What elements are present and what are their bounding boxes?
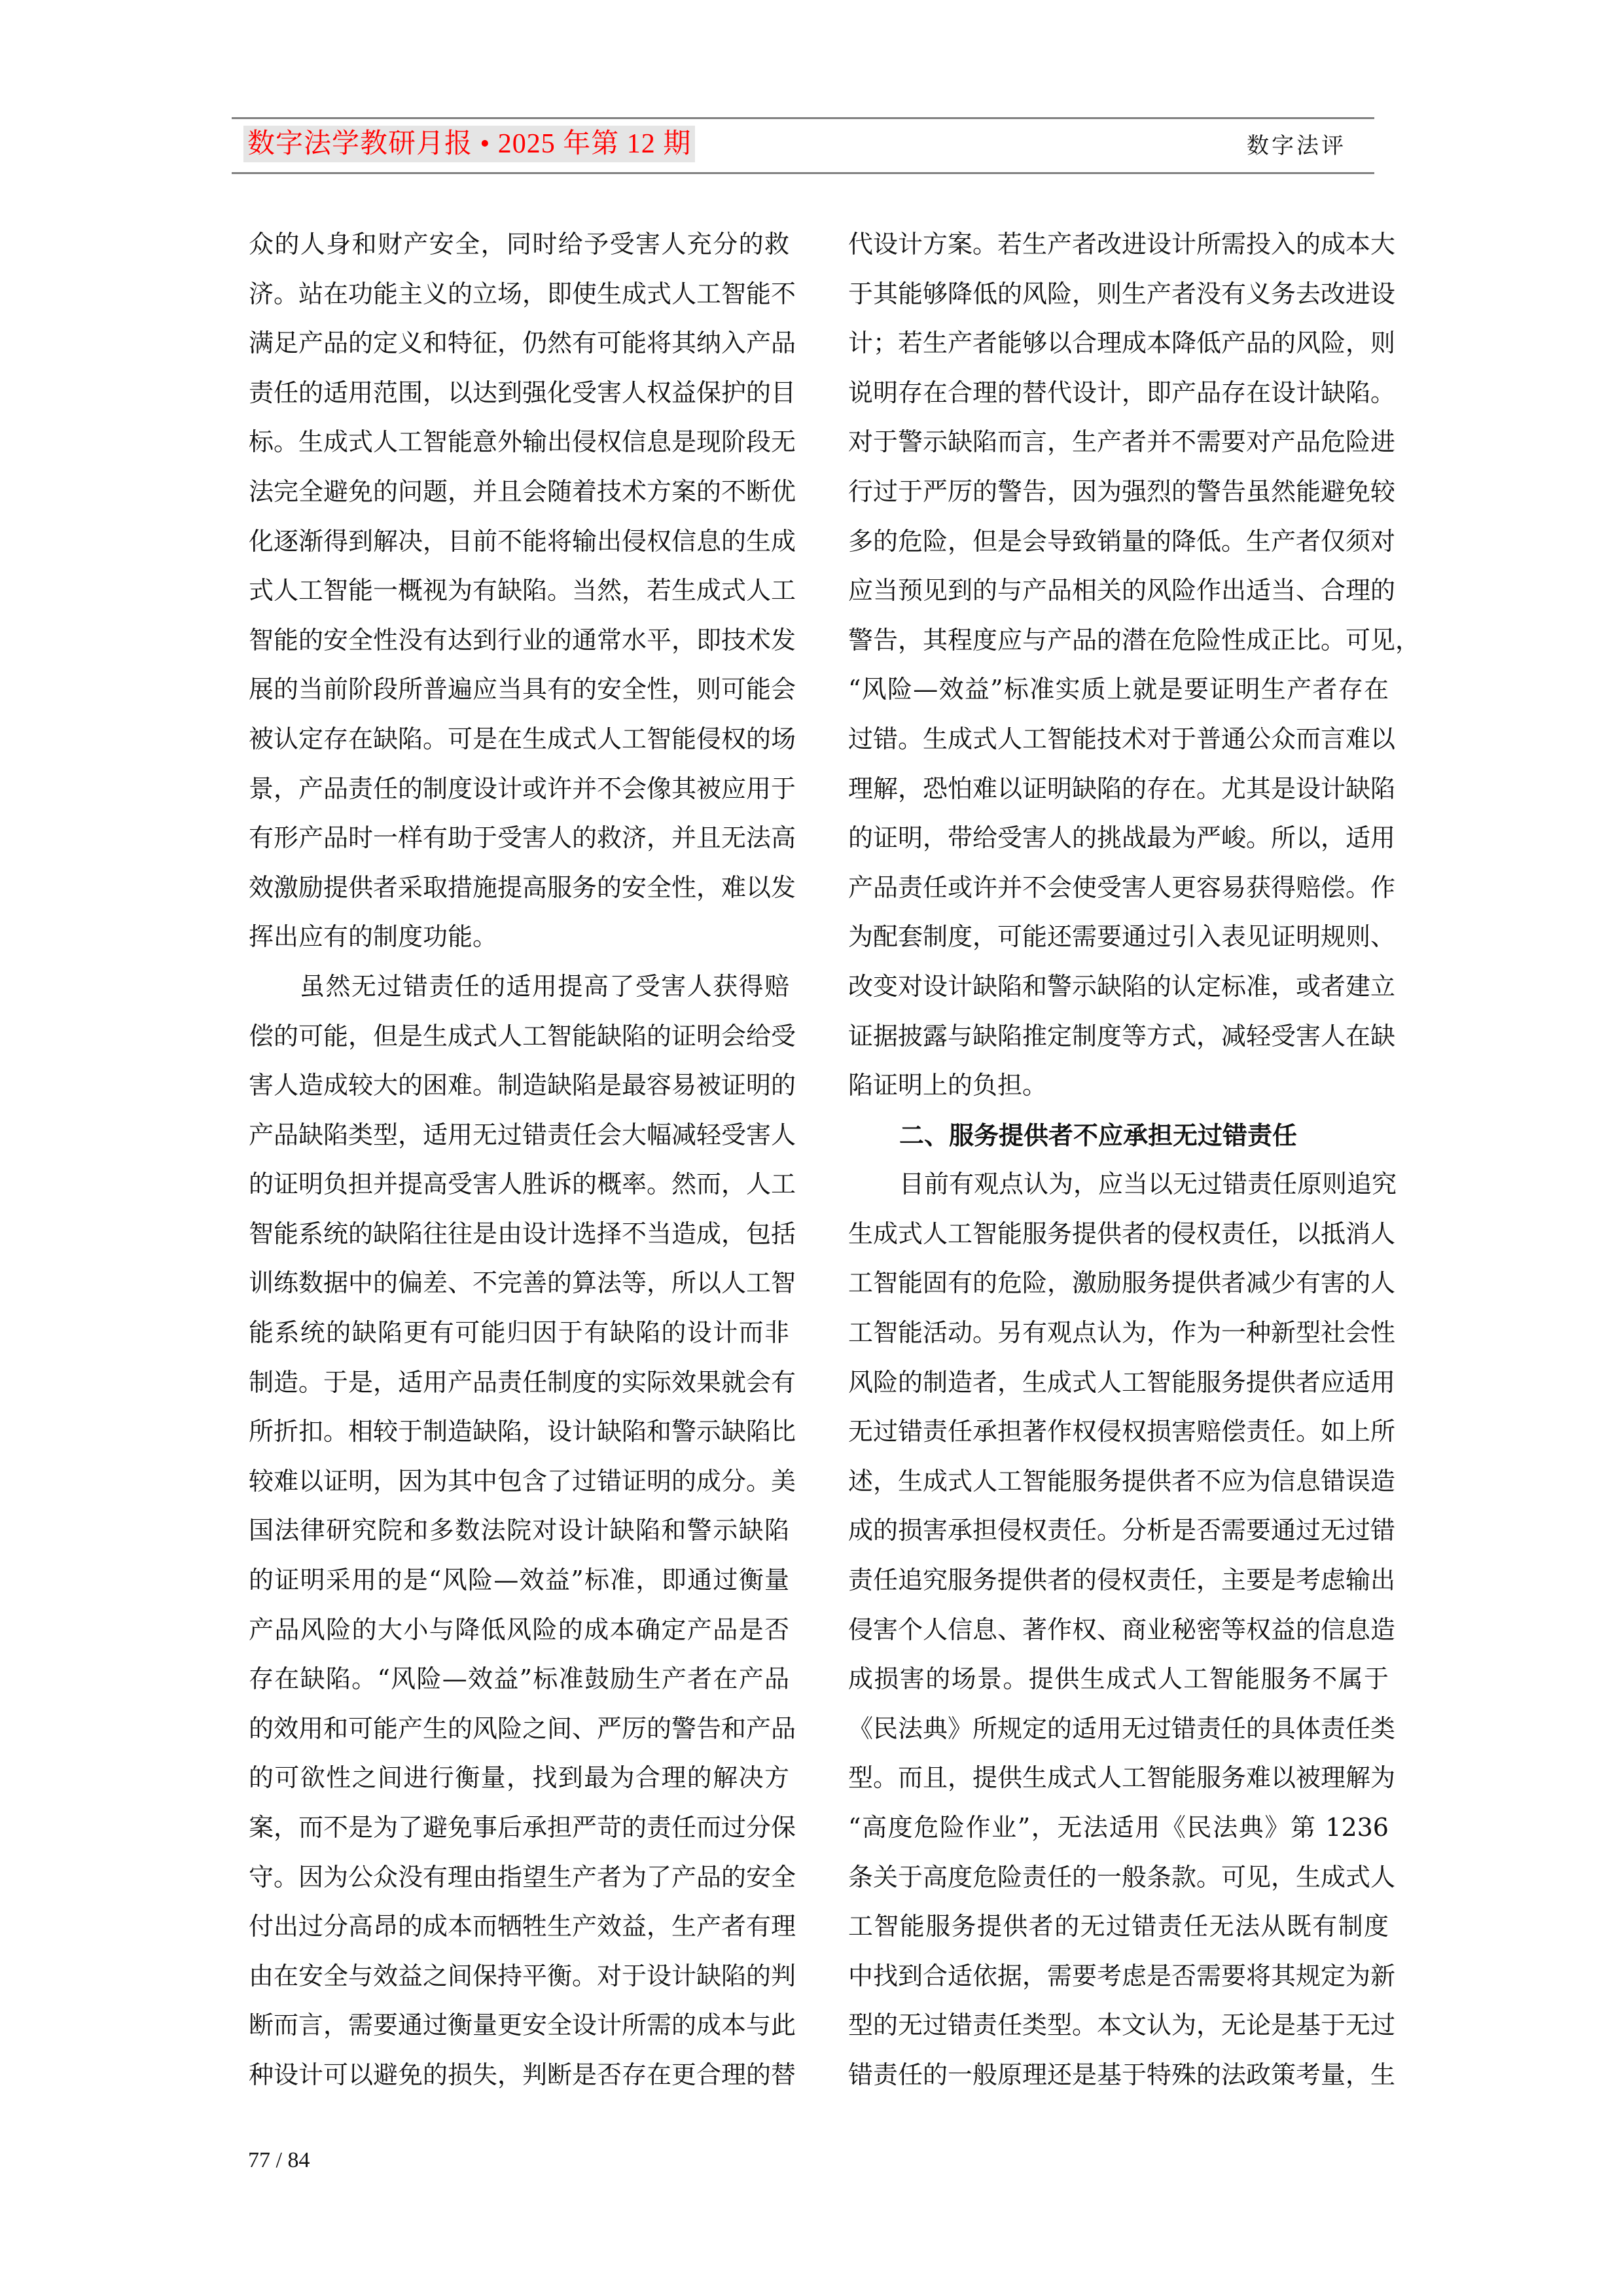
text-line: 风险的制造者，生成式人工智能服务提供者应适用 (848, 1367, 1396, 1397)
text-line: 说明存在合理的替代设计，即产品存在设计缺陷。 (848, 378, 1396, 407)
text-line: 效激励提供者采取措施提高服务的安全性，难以发 (249, 872, 796, 902)
text-line: 多的危险，但是会导致销量的降低。生产者仅须对 (848, 526, 1396, 556)
text-line: 工智能活动。另有观点认为，作为一种新型社会性 (848, 1318, 1396, 1348)
text-line: 化逐渐得到解决，目前不能将输出侵权信息的生成 (249, 526, 796, 556)
text-line: 述，生成式人工智能服务提供者不应为信息错误造 (848, 1466, 1396, 1496)
section-name: 数字法评 (1247, 133, 1346, 159)
section-heading: 二、服务提供者不应承担无过错责任 (899, 1120, 1298, 1150)
text-line: 众的人身和财产安全，同时给予受害人充分的救 (249, 230, 789, 259)
text-line: 国法律研究院和多数法院对设计缺陷和警示缺陷 (249, 1516, 789, 1545)
text-line: 付出过分高昂的成本而牺牲生产效益，生产者有理 (249, 1912, 796, 1941)
text-line: 的证明负担并提高受害人胜诉的概率。然而，人工 (249, 1170, 796, 1199)
text-line: “高度危险作业”，无法适用《民法典》第 1236 (848, 1813, 1389, 1842)
left-column (249, 220, 796, 2100)
header-top-rule (232, 117, 1374, 119)
text-line: 的证明，带给受害人的挑战最为严峻。所以，适用 (848, 823, 1396, 853)
text-line: 于其能够降低的风险，则生产者没有义务去改进设 (848, 279, 1396, 308)
text-line: 生成式人工智能服务提供者的侵权责任，以抵消人 (848, 1219, 1396, 1248)
text-line: 型。而且，提供生成式人工智能服务难以被理解为 (848, 1763, 1396, 1793)
text-line: 能系统的缺陷更有可能归因于有缺陷的设计而非 (249, 1318, 789, 1348)
text-line: 理解，恐怕难以证明缺陷的存在。尤其是设计缺陷 (848, 774, 1396, 803)
text-line: 无过错责任承担著作权侵权损害赔偿责任。如上所 (848, 1417, 1396, 1446)
text-line: 满足产品的定义和特征，仍然有可能将其纳入产品 (249, 329, 796, 358)
text-line: 责任追究服务提供者的侵权责任，主要是考虑输出 (848, 1566, 1396, 1595)
text-line: 种设计可以避免的损失，判断是否存在更合理的替 (249, 2060, 796, 2089)
text-line: “风险—效益”标准实质上就是要证明生产者存在 (848, 675, 1389, 704)
text-line: 有形产品时一样有助于受害人的救济，并且无法高 (249, 823, 796, 853)
text-line: 目前有观点认为，应当以无过错责任原则追究 (899, 1170, 1397, 1199)
text-line: 智能的安全性没有达到行业的通常水平，即技术发 (249, 625, 796, 655)
text-line: 责任的适用范围，以达到强化受害人权益保护的目 (249, 378, 796, 407)
text-line: 由在安全与效益之间保持平衡。对于设计缺陷的判 (249, 1961, 796, 1990)
header-bottom-rule (232, 172, 1374, 174)
text-line: 中找到合适依据，需要考虑是否需要将其规定为新 (848, 1961, 1396, 1990)
text-line: 行过于严厉的警告，因为强烈的警告虽然能避免较 (848, 476, 1396, 506)
text-line: 错责任的一般原理还是基于特殊的法政策考量，生 (848, 2060, 1396, 2089)
text-line: 产品风险的大小与降低风险的成本确定产品是否 (249, 1615, 789, 1644)
text-line: 的可欲性之间进行衡量，找到最为合理的解决方 (249, 1763, 789, 1793)
right-column (848, 220, 1421, 2100)
text-line: 挥出应有的制度功能。 (249, 922, 498, 952)
text-line: 条关于高度危险责任的一般条款。可见，生成式人 (848, 1862, 1396, 1892)
text-line: 智能系统的缺陷往往是由设计选择不当造成，包括 (249, 1219, 796, 1248)
text-line: 所折扣。相较于制造缺陷，设计缺陷和警示缺陷比 (249, 1417, 796, 1446)
text-line: 应当预见到的与产品相关的风险作出适当、合理的 (848, 576, 1396, 605)
text-line: 被认定存在缺陷。可是在生成式人工智能侵权的场 (249, 724, 796, 753)
text-line: 工智能服务提供者的无过错责任无法从既有制度 (848, 1912, 1389, 1941)
text-line: 过错。生成式人工智能技术对于普通公众而言难以 (848, 724, 1396, 753)
text-line: 守。因为公众没有理由指望生产者为了产品的安全 (249, 1862, 796, 1892)
text-line: 虽然无过错责任的适用提高了受害人获得赔 (300, 971, 789, 1001)
text-line: 陷证明上的负担。 (848, 1071, 1048, 1100)
text-line: 存在缺陷。“风险—效益”标准鼓励生产者在产品 (249, 1664, 789, 1694)
text-line: 展的当前阶段所普遍应当具有的安全性，则可能会 (249, 675, 796, 704)
text-line: 偿的可能，但是生成式人工智能缺陷的证明会给受 (249, 1021, 796, 1050)
text-line: 型的无过错责任类型。本文认为，无论是基于无过 (848, 2011, 1396, 2040)
text-line: 较难以证明，因为其中包含了过错证明的成分。美 (249, 1466, 796, 1496)
text-line: 代设计方案。若生产者改进设计所需投入的成本大 (848, 230, 1396, 259)
text-line: 警告，其程度应与产品的潜在危险性成正比。可见， (848, 625, 1421, 655)
text-line: 成损害的场景。提供生成式人工智能服务不属于 (848, 1664, 1389, 1694)
text-line: 制造。于是，适用产品责任制度的实际效果就会有 (249, 1367, 796, 1397)
page-number: 77 / 84 (248, 2148, 310, 2172)
journal-title: 数字法学教研月报 • 2025 年第 12 期 (243, 126, 695, 162)
text-line: 证据披露与缺陷推定制度等方式，减轻受害人在缺 (848, 1021, 1396, 1050)
text-line: 为配套制度，可能还需要通过引入表见证明规则、 (848, 922, 1396, 952)
text-line: 改变对设计缺陷和警示缺陷的认定标准，或者建立 (848, 971, 1396, 1001)
text-line: 景，产品责任的制度设计或许并不会像其被应用于 (249, 774, 796, 803)
text-line: 工智能固有的危险，激励服务提供者减少有害的人 (848, 1268, 1396, 1298)
text-line: 产品责任或许并不会使受害人更容易获得赔偿。作 (848, 872, 1396, 902)
text-line: 产品缺陷类型，适用无过错责任会大幅减轻受害人 (249, 1120, 796, 1149)
text-line: 济。站在功能主义的立场，即使生成式人工智能不 (249, 279, 796, 308)
text-line: 侵害个人信息、著作权、商业秘密等权益的信息造 (848, 1615, 1396, 1644)
text-line: 对于警示缺陷而言，生产者并不需要对产品危险进 (848, 427, 1396, 457)
text-line: 标。生成式人工智能意外输出侵权信息是现阶段无 (249, 427, 796, 457)
text-line: 法完全避免的问题，并且会随着技术方案的不断优 (249, 476, 796, 506)
text-line: 的证明采用的是“风险—效益”标准，即通过衡量 (249, 1566, 789, 1595)
text-line: 式人工智能一概视为有缺陷。当然，若生成式人工 (249, 576, 796, 605)
text-line: 成的损害承担侵权责任。分析是否需要通过无过错 (848, 1516, 1396, 1545)
text-line: 训练数据中的偏差、不完善的算法等，所以人工智 (249, 1268, 796, 1298)
text-line: 断而言，需要通过衡量更安全设计所需的成本与此 (249, 2011, 796, 2040)
text-line: 害人造成较大的困难。制造缺陷是最容易被证明的 (249, 1071, 796, 1100)
text-line: 计；若生产者能够以合理成本降低产品的风险，则 (848, 329, 1396, 358)
text-line: 《民法典》所规定的适用无过错责任的具体责任类 (848, 1713, 1396, 1743)
text-line: 的效用和可能产生的风险之间、严厉的警告和产品 (249, 1713, 796, 1743)
text-line: 案，而不是为了避免事后承担严苛的责任而过分保 (249, 1813, 796, 1842)
